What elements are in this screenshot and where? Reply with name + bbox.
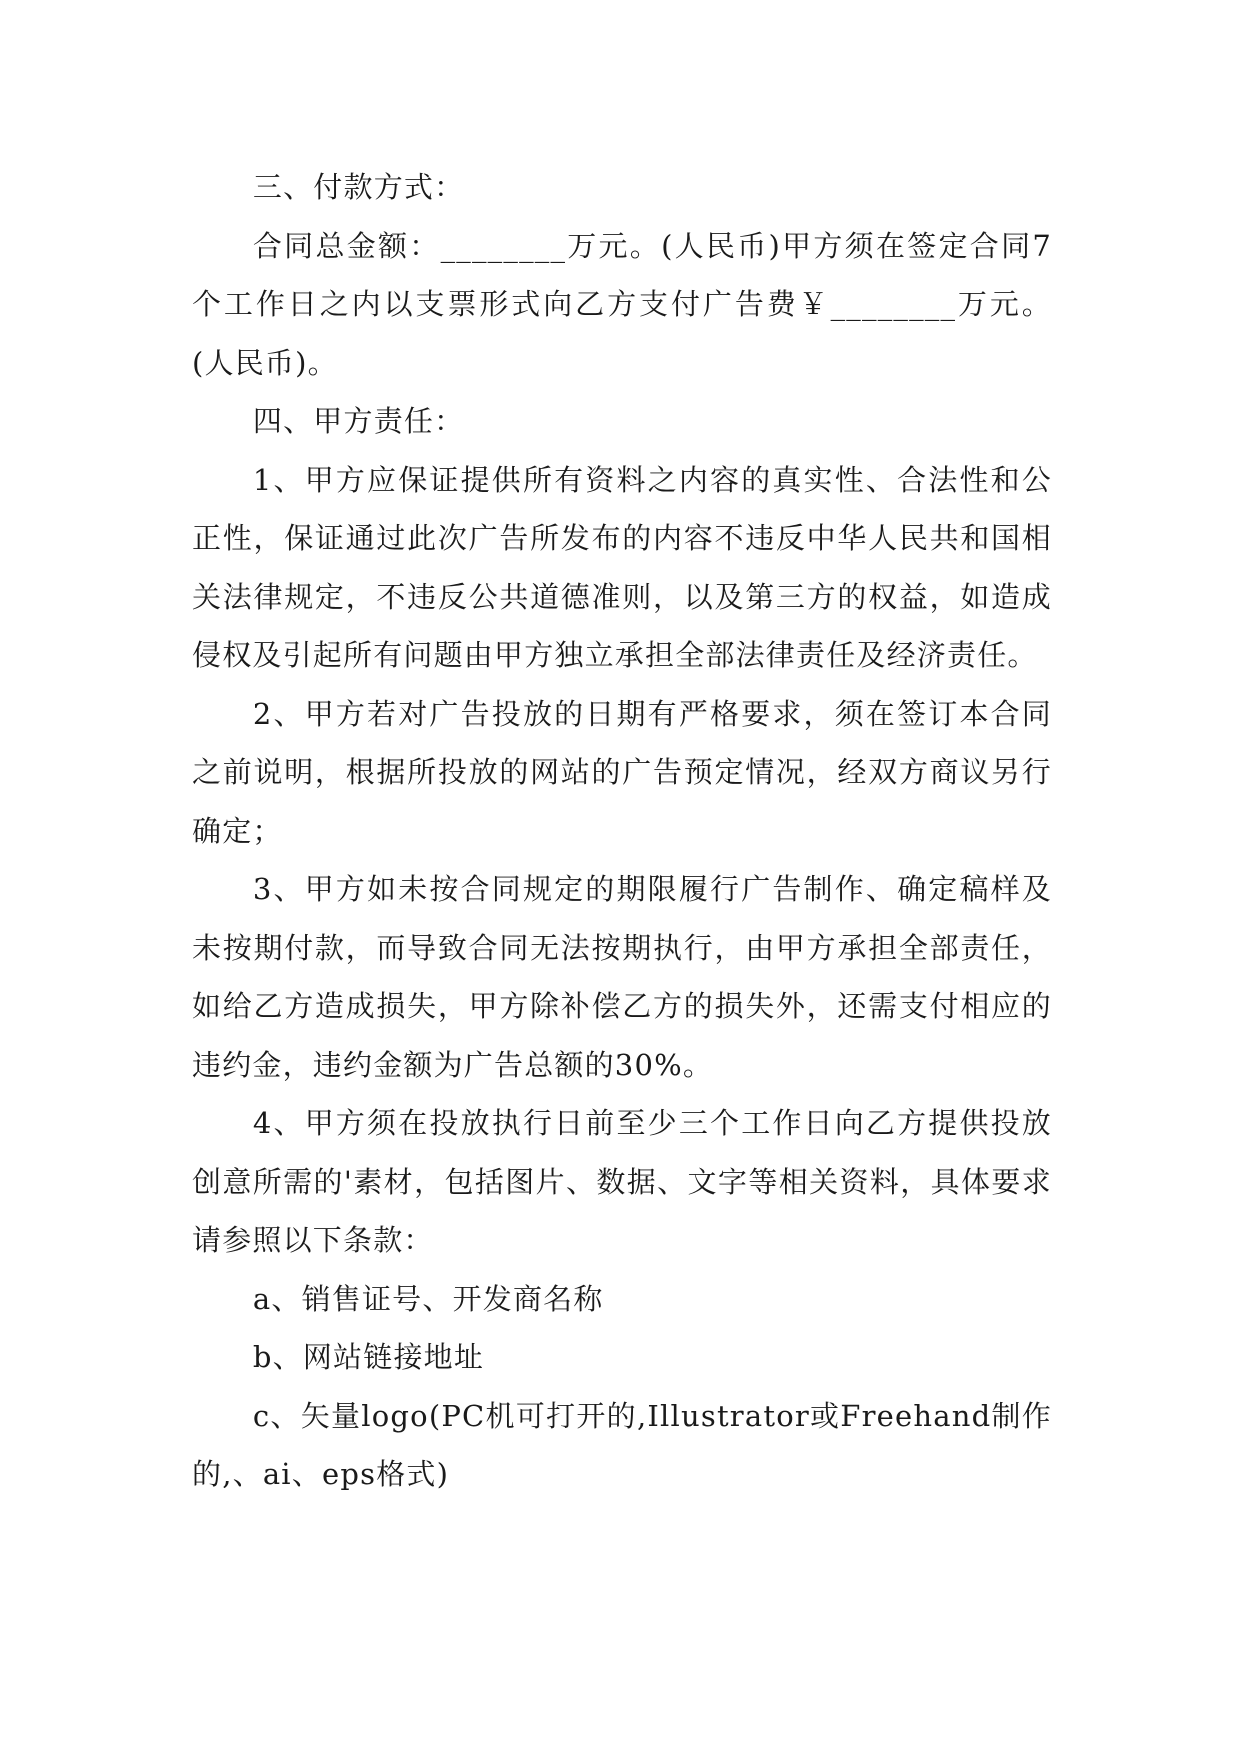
clause-4: 4、甲方须在投放执行日前至少三个工作日向乙方提供投放创意所需的'素材，包括图片、数据、文字等相关资料，具体要求请参照以下条款： (192, 1106, 1052, 1257)
document-body (192, 158, 1052, 1504)
clause-3: 3、甲方如未按合同规定的期限履行广告制作、确定稿样及未按期付款，而导致合同无法按期执行，由甲方承担全部责任，如给乙方造成损失，甲方除补偿乙方的损失外，还需支付相应的违约金，违约金额为广告总额的30%。 (192, 872, 1052, 1082)
paragraph-contract-amount: 合同总金额：________万元。(人民币)甲方须在签定合同7个工作日之内以支票形式向乙方支付广告费￥________万元。(人民币)。 (192, 228, 1052, 380)
section-heading-payment: 三、付款方式： (252, 170, 465, 204)
clause-1: 1、甲方应保证提供所有资料之内容的真实性、合法性和公正性，保证通过此次广告所发布的内容不违反中华人民共和国相关法律规定，不违反公共道德准则，以及第三方的权益，如造成侵权及引起所有问题由甲方独立承担全部法律责任及经济责任。 (192, 462, 1052, 672)
list-item-c: c、矢量logo(PC机可打开的,Illustrator或Freehand制作的,、ai、eps格式) (192, 1398, 1052, 1491)
list-item-b: b、网站链接地址 (252, 1340, 485, 1374)
section-heading-party-a-duties: 四、甲方责任： (252, 404, 465, 438)
list-item-a: a、销售证号、开发商名称 (252, 1281, 604, 1316)
clause-2: 2、甲方若对广告投放的日期有严格要求，须在签订本合同之前说明，根据所投放的网站的广告预定情况，经双方商议另行确定； (192, 696, 1052, 848)
